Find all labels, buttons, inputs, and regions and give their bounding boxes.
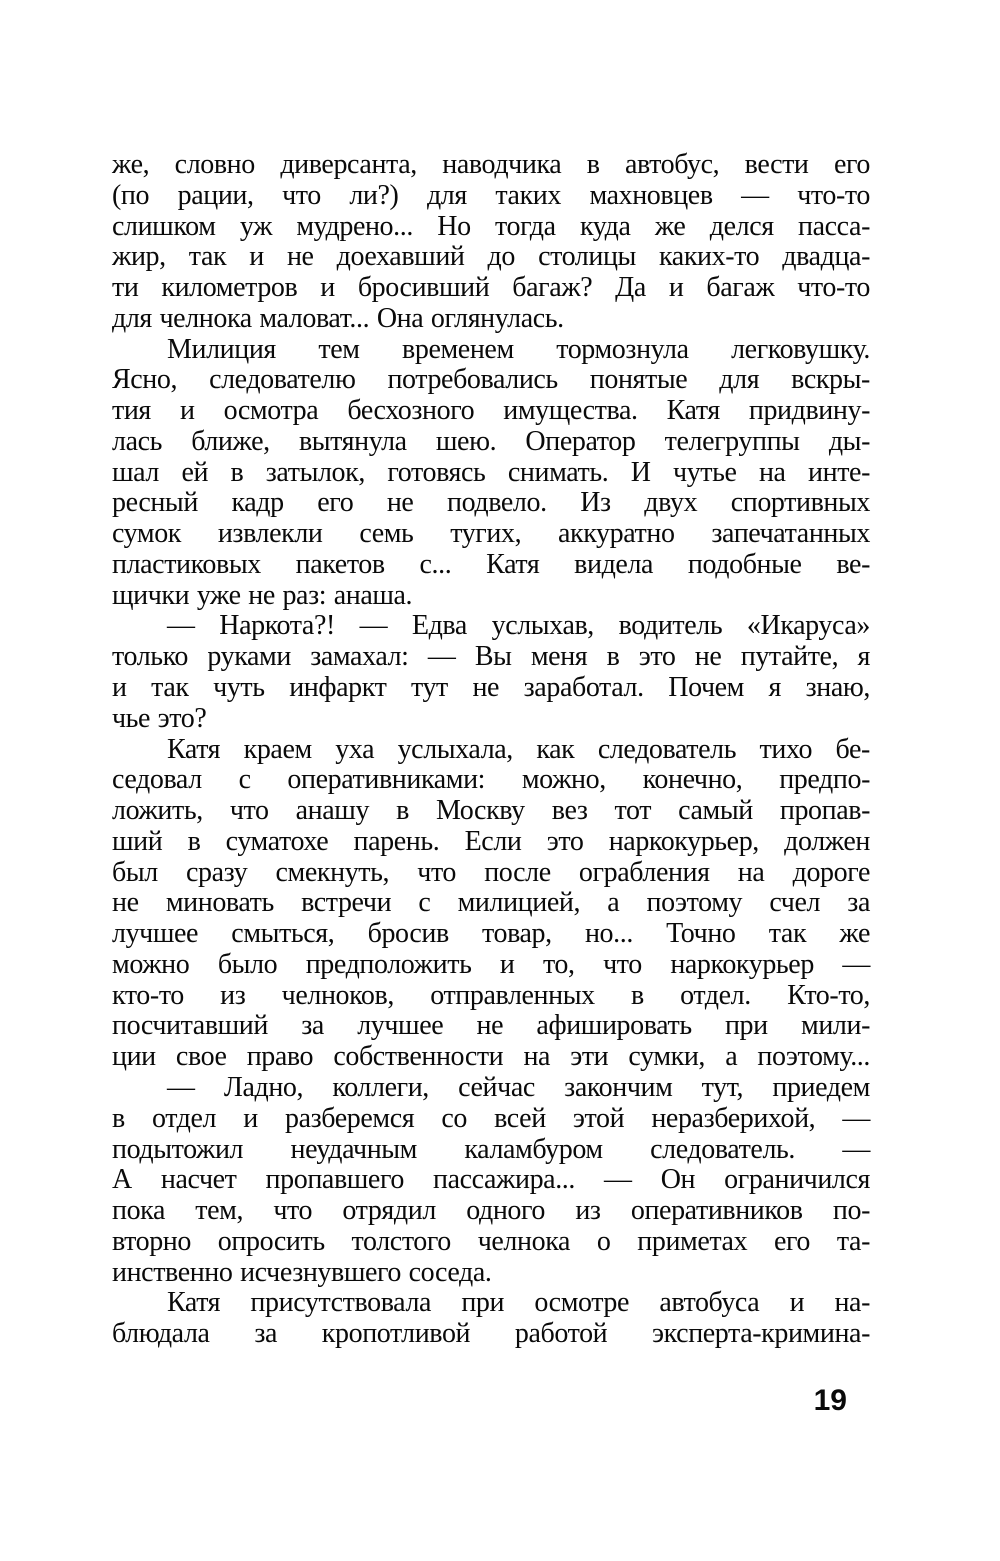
paragraph [112, 1288, 870, 1350]
text-line: шал ей в затылок, готовясь снимать. И чутье на инте- [112, 456, 870, 488]
text-line: подытожил неудачным каламбуром следователь. — [112, 1133, 870, 1165]
text-line: слишком уж мудрено... Но тогда куда же делся пасса- [112, 210, 870, 242]
text-line: жир, так и не доехавший до столицы каких-то двадца- [112, 241, 870, 273]
text-line: пластиковых пакетов с... Катя видела подобные ве- [112, 548, 870, 580]
text-line: вторно опросить толстого челнока о приметах его та- [112, 1225, 870, 1257]
text-line: Катя краем уха услыхала, как следователь тихо бе- [167, 733, 870, 765]
text-line: ти километров и бросивший багаж? Да и багаж что-то [112, 272, 870, 304]
text-line: А насчет пропавшего пассажира... — Он ограничился [112, 1164, 870, 1196]
text-line: ший в суматохе парень. Если это наркокурьер, должен [112, 825, 870, 857]
text-line: (по рации, что ли?) для таких махновцев — что-то [112, 179, 870, 211]
page-text [112, 150, 870, 1350]
paragraph [112, 735, 870, 1073]
paragraph [112, 150, 870, 335]
text-line: в отдел и разберемся со всей этой неразберихой, — [112, 1102, 870, 1134]
text-line: седовал с оперативниками: можно, конечно, предпо- [112, 764, 870, 796]
text-line: посчитавший за лучшее не афишировать при мили- [112, 1010, 870, 1042]
text-line: лучшее смыться, бросив товар, но... Точно так же [112, 918, 870, 950]
text-line: же, словно диверсанта, наводчика в автобус, вести его [112, 149, 870, 180]
text-line: был сразу смекнуть, что после ограбления на дороге [112, 856, 870, 888]
text-line: кто-то из челноков, отправленных в отдел. Кто-то, [112, 979, 870, 1011]
text-line: щички уже не раз: анаша. [112, 579, 413, 611]
text-line: ресный кадр его не подвело. Из двух спортивных [112, 487, 870, 519]
paragraph [112, 611, 870, 734]
text-line: можно было предположить и то, что наркокурьер — [112, 948, 870, 980]
text-line: — Наркота?! — Едва услыхав, водитель «Икаруса» [167, 610, 870, 642]
text-line: ложить, что анашу в Москву вез тот самый пропав- [112, 795, 870, 827]
text-line: Ясно, следователю потребовались понятые для вскры- [112, 364, 870, 396]
text-line: — Ладно, коллеги, сейчас закончим тут, приедем [167, 1071, 870, 1103]
paragraph [112, 335, 870, 612]
text-line: ции свое право собственности на эти сумки, а поэтому... [112, 1041, 870, 1073]
text-line: инственно исчезнувшего соседа. [112, 1256, 492, 1288]
text-line: чье это? [112, 702, 207, 734]
text-line: не миновать встречи с милицией, а поэтому счел за [112, 887, 870, 919]
text-line: пока тем, что отрядил одного из оперативников по- [112, 1195, 870, 1227]
text-line: только руками замахал: — Вы меня в это не путайте, я [112, 641, 870, 673]
page-number: 19 [813, 1384, 847, 1417]
text-line: блюдала за кропотливой работой эксперта-кримина- [112, 1318, 870, 1350]
text-line: сумок извлекли семь тугих, аккуратно запечатанных [112, 518, 870, 550]
text-line: Катя присутствовала при осмотре автобуса и на- [167, 1287, 870, 1319]
text-line: и так чуть инфаркт тут не заработал. Почем я знаю, [112, 672, 870, 704]
text-line: Милиция тем временем тормознула легковушку. [167, 333, 870, 365]
text-line: для челнока маловат... Она оглянулась. [112, 302, 564, 334]
text-line: тия и осмотра бесхозного имущества. Катя придвину- [112, 395, 870, 427]
paragraph [112, 1073, 870, 1288]
text-line: лась ближе, вытянула шею. Оператор телегруппы ды- [112, 425, 870, 457]
